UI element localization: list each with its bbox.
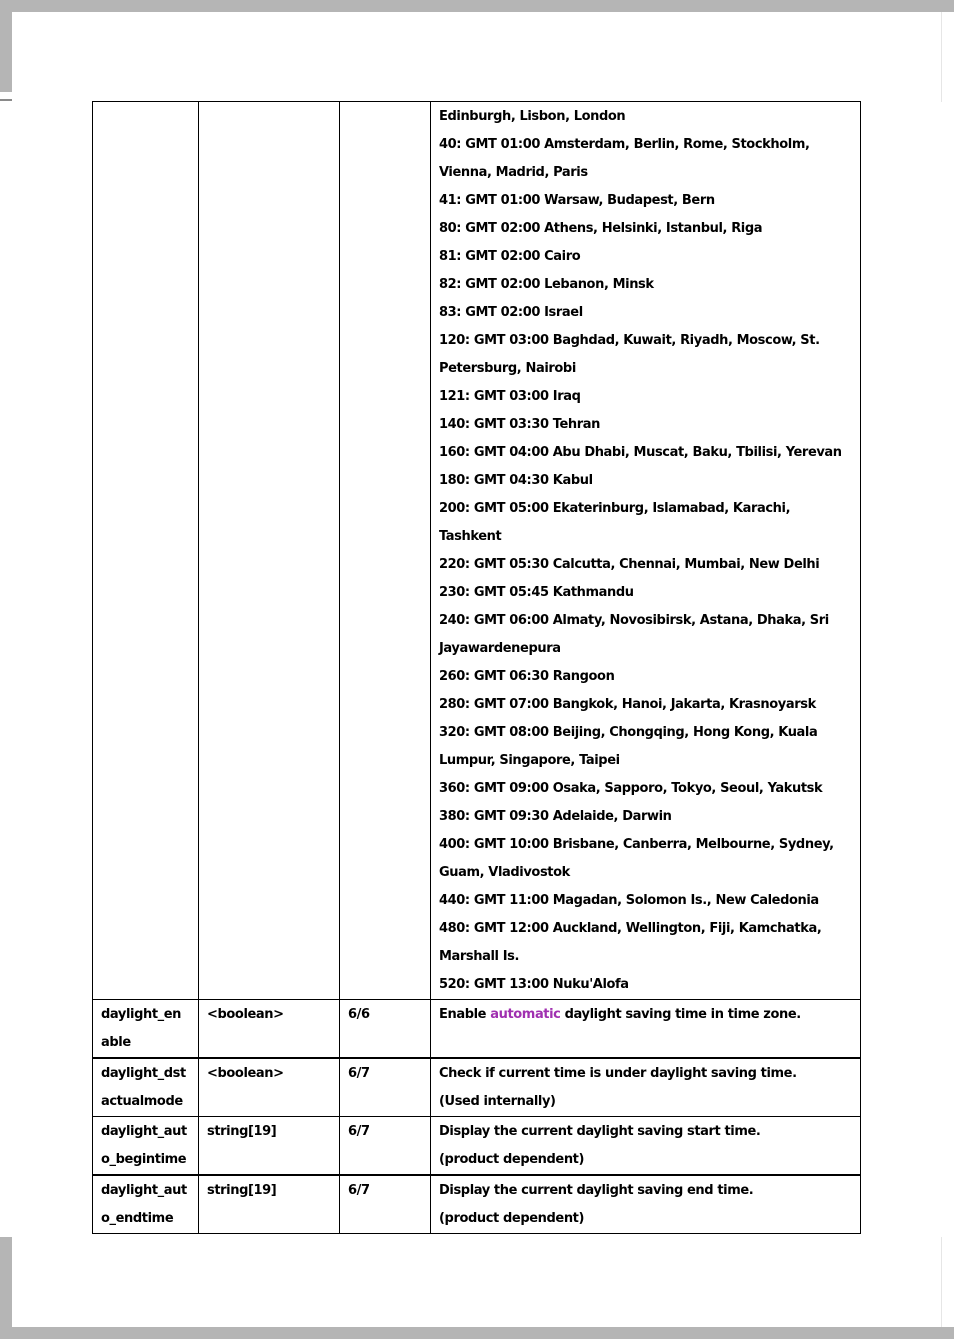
- type-cell: [199, 1117, 340, 1176]
- param-name-part: o_endtime: [101, 1211, 174, 1226]
- timezone-line: 400: GMT 10:00 Brisbane, Canberra, Melbourne, Sydney,: [439, 837, 834, 852]
- param-type: <boolean>: [207, 1066, 284, 1081]
- timezone-line: 220: GMT 05:30 Calcutta, Chennai, Mumbai, New Delhi: [439, 557, 820, 572]
- param-name-part: daylight_dst: [101, 1066, 186, 1081]
- name-cell: [93, 1058, 199, 1117]
- param-version: 6/7: [348, 1066, 370, 1081]
- param-name-part: actualmode: [101, 1094, 183, 1109]
- description-text: daylight saving time in time zone.: [560, 1007, 801, 1022]
- timezone-line: Tashkent: [439, 529, 502, 544]
- timezone-line: Edinburgh, Lisbon, London: [439, 109, 626, 124]
- name-cell: [93, 1000, 199, 1059]
- param-name-part: daylight_aut: [101, 1124, 187, 1139]
- timezone-line: 121: GMT 03:00 Iraq: [439, 389, 581, 404]
- param-name-part: daylight_aut: [101, 1183, 187, 1198]
- version-cell: [340, 1000, 431, 1059]
- description-cell: [431, 1058, 861, 1117]
- timezone-line: 180: GMT 04:30 Kabul: [439, 473, 593, 488]
- table-row-daylight-dst-actualmode: [93, 1058, 861, 1117]
- page-frame-top: [0, 0, 954, 12]
- param-description-note: (Used internally): [439, 1094, 556, 1109]
- page-frame-left-top: [0, 0, 12, 92]
- timezone-line: 230: GMT 05:45 Kathmandu: [439, 585, 634, 600]
- param-type: string[19]: [207, 1183, 277, 1198]
- timezone-line: 480: GMT 12:00 Auckland, Wellington, Fiji, Kamchatka,: [439, 921, 822, 936]
- timezone-line: 200: GMT 05:00 Ekaterinburg, Islamabad, Karachi,: [439, 501, 791, 516]
- parameter-table: [92, 101, 861, 1234]
- page-frame-right-bottom: [941, 1237, 942, 1327]
- table-row-daylight-auto-endtime: [93, 1175, 861, 1234]
- timezone-line: 280: GMT 07:00 Bangkok, Hanoi, Jakarta, Krasnoyarsk: [439, 697, 816, 712]
- param-description-note: (product dependent): [439, 1152, 585, 1167]
- name-cell: [93, 102, 199, 1000]
- timezone-line: 120: GMT 03:00 Baghdad, Kuwait, Riyadh, Moscow, St.: [439, 333, 820, 348]
- highlighted-word: automatic: [490, 1007, 561, 1022]
- version-cell: [340, 1175, 431, 1234]
- param-description: Display the current daylight saving start time.: [439, 1124, 761, 1139]
- version-cell: [340, 1058, 431, 1117]
- timezone-line: 81: GMT 02:00 Cairo: [439, 249, 581, 264]
- timezone-line: 82: GMT 02:00 Lebanon, Minsk: [439, 277, 654, 292]
- version-cell: [340, 102, 431, 1000]
- param-version: 6/7: [348, 1124, 370, 1139]
- name-cell: [93, 1175, 199, 1234]
- timezone-line: 440: GMT 11:00 Magadan, Solomon Is., New Caledonia: [439, 893, 819, 908]
- timezone-line: 380: GMT 09:30 Adelaide, Darwin: [439, 809, 672, 824]
- type-cell: [199, 1058, 340, 1117]
- table-row-daylight-auto-begintime: [93, 1117, 861, 1176]
- timezone-line: Petersburg, Nairobi: [439, 361, 576, 376]
- description-cell: [431, 1117, 861, 1176]
- name-cell: [93, 1117, 199, 1176]
- timezone-line: 140: GMT 03:30 Tehran: [439, 417, 601, 432]
- page-frame-right-top: [941, 12, 942, 102]
- timezone-line: Vienna, Madrid, Paris: [439, 165, 588, 180]
- timezone-line: Jayawardenepura: [439, 641, 561, 656]
- param-description: [439, 1001, 853, 1029]
- type-cell: [199, 102, 340, 1000]
- page-frame-bottom: [0, 1327, 954, 1339]
- timezone-line: 240: GMT 06:00 Almaty, Novosibirsk, Astana, Dhaka, Sri: [439, 613, 829, 628]
- description-text: Enable: [439, 1007, 491, 1022]
- table-row-daylight-enable: [93, 1000, 861, 1059]
- param-name-part: daylight_en: [101, 1007, 182, 1022]
- param-name-part: able: [101, 1035, 131, 1050]
- param-description-note: (product dependent): [439, 1211, 585, 1226]
- timezone-line: Marshall Is.: [439, 949, 520, 964]
- timezone-line: 320: GMT 08:00 Beijing, Chongqing, Hong Kong, Kuala: [439, 725, 818, 740]
- param-version: 6/6: [348, 1007, 370, 1022]
- param-name-part: o_begintime: [101, 1152, 187, 1167]
- timezone-line: 520: GMT 13:00 Nuku'Alofa: [439, 977, 629, 992]
- timezone-line: 260: GMT 06:30 Rangoon: [439, 669, 615, 684]
- timezone-line: 83: GMT 02:00 Israel: [439, 305, 583, 320]
- description-cell: [431, 1175, 861, 1234]
- description-cell: [431, 1000, 861, 1059]
- param-version: 6/7: [348, 1183, 370, 1198]
- timezone-line: Guam, Vladivostok: [439, 865, 570, 880]
- timezone-line: 40: GMT 01:00 Amsterdam, Berlin, Rome, Stockholm,: [439, 137, 810, 152]
- type-cell: [199, 1000, 340, 1059]
- page-frame-left-bottom: [0, 1237, 12, 1339]
- param-type: <boolean>: [207, 1007, 284, 1022]
- param-description: Display the current daylight saving end time.: [439, 1183, 754, 1198]
- param-description: Check if current time is under daylight saving time.: [439, 1066, 797, 1081]
- page-frame-tick: [0, 99, 12, 101]
- table-row-timezone-continued: [93, 102, 861, 1000]
- version-cell: [340, 1117, 431, 1176]
- timezone-line: 360: GMT 09:00 Osaka, Sapporo, Tokyo, Seoul, Yakutsk: [439, 781, 823, 796]
- timezone-line: 160: GMT 04:00 Abu Dhabi, Muscat, Baku, Tbilisi, Yerevan: [439, 445, 842, 460]
- timezone-line: Lumpur, Singapore, Taipei: [439, 753, 620, 768]
- timezone-line: 80: GMT 02:00 Athens, Helsinki, Istanbul, Riga: [439, 221, 763, 236]
- timezone-line: 41: GMT 01:00 Warsaw, Budapest, Bern: [439, 193, 715, 208]
- type-cell: [199, 1175, 340, 1234]
- param-type: string[19]: [207, 1124, 277, 1139]
- timezone-list-cell: [431, 102, 861, 1000]
